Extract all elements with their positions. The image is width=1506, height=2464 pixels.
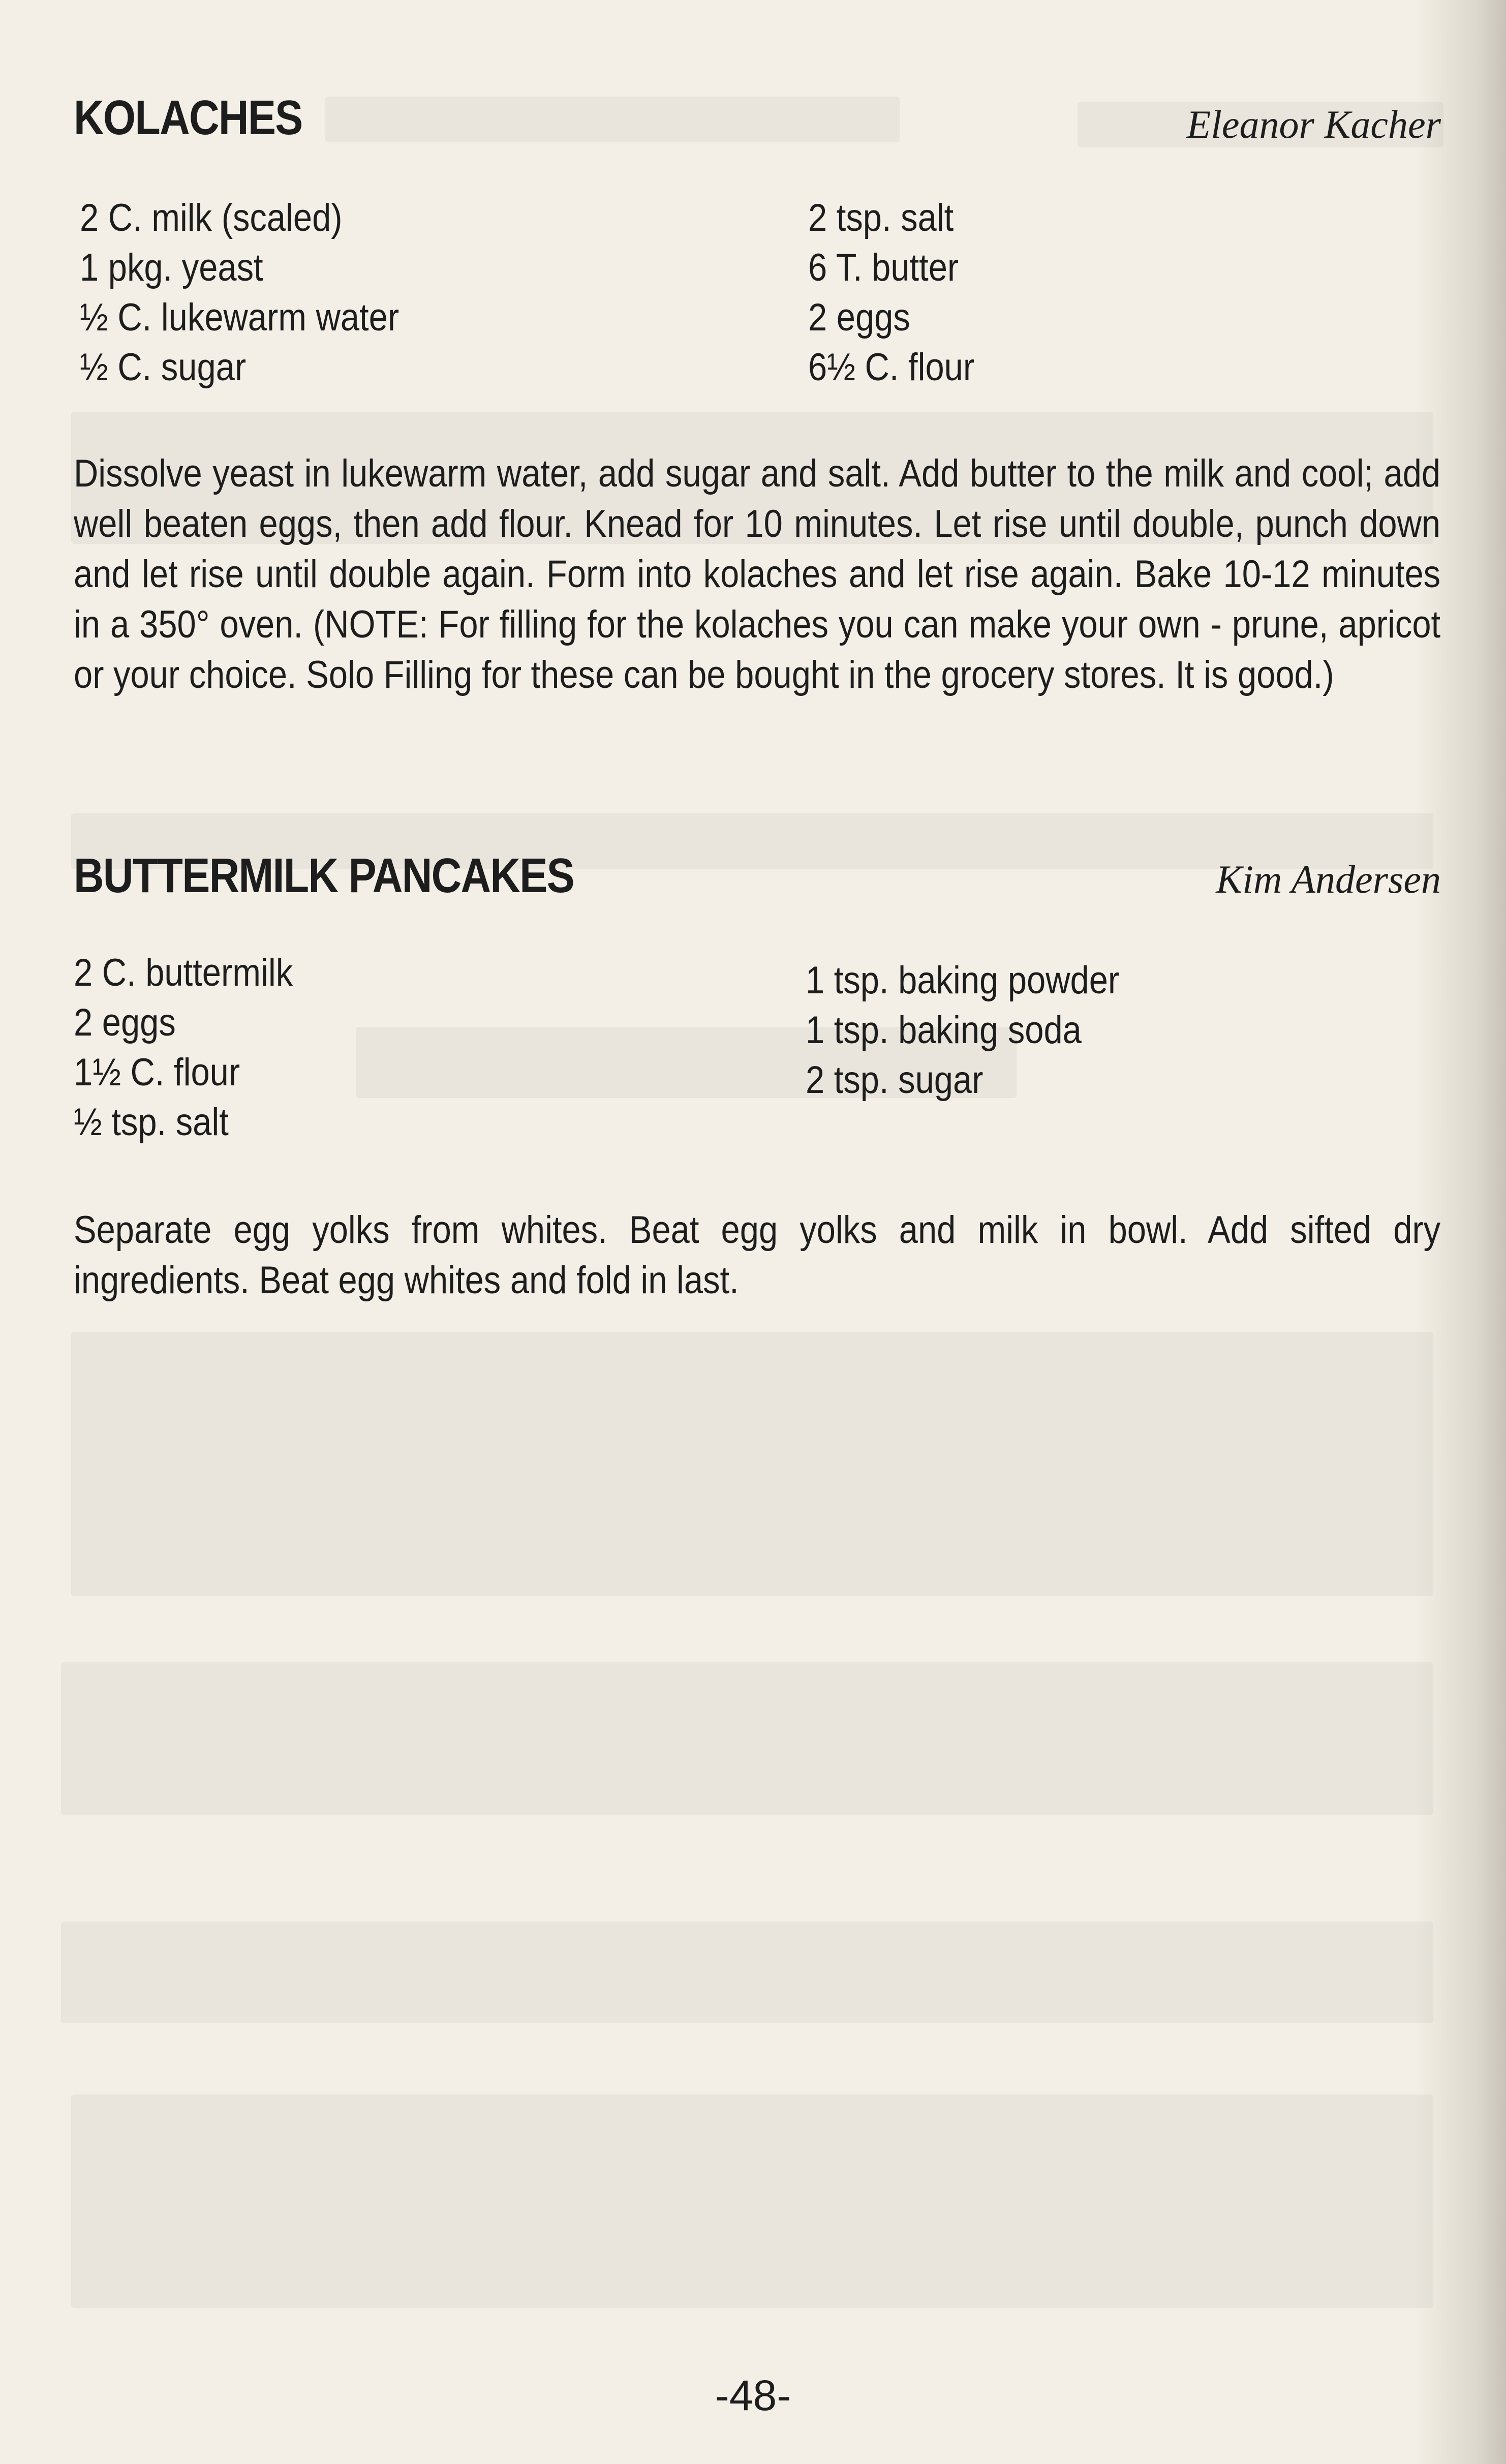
ingredient: 6½ C. flour — [808, 346, 975, 389]
directions-text: Separate egg yolks from whites. Beat egg yolks and milk in bowl. Add sifted dry ingredients. Beat egg whites and fold in last. — [74, 1208, 1441, 1302]
ingredient: 2 eggs — [74, 1001, 176, 1044]
recipe-buttermilk-pancakes — [74, 846, 1441, 1329]
ingredient: 6 T. butter — [808, 246, 959, 289]
ingredient: ½ C. sugar — [80, 346, 247, 389]
ingredient: 2 C. milk (scaled) — [80, 196, 343, 239]
ingredient: 2 C. buttermilk — [74, 951, 293, 994]
recipe-kolaches — [74, 86, 1441, 763]
recipe-title: BUTTERMILK PANCAKES — [74, 848, 574, 903]
ingredient: 1 tsp. baking soda — [806, 1009, 1082, 1052]
ingredient: 2 eggs — [808, 296, 910, 339]
ingredient: 1 tsp. baking powder — [806, 959, 1120, 1002]
ingredients-left — [80, 193, 443, 392]
recipe-directions — [74, 448, 1441, 700]
recipe-author: Eleanor Kacher — [1186, 102, 1441, 146]
ingredient: 2 tsp. salt — [808, 196, 954, 239]
ingredient: ½ C. lukewarm water — [80, 296, 399, 339]
ingredients-left — [74, 948, 323, 1147]
ingredient: 1½ C. flour — [74, 1051, 240, 1094]
ingredients-right — [808, 193, 997, 392]
ingredient: ½ tsp. salt — [74, 1101, 229, 1144]
recipe-title: KOLACHES — [74, 90, 302, 145]
recipe-author: Kim Andersen — [1216, 857, 1441, 901]
page-number: -48- — [715, 2371, 791, 2419]
directions-text: Dissolve yeast in lukewarm water, add sugar and salt. Add butter to the milk and cool; add well beaten eggs, then add flour. Knead for 10 minutes. Let rise until double, punch down and let rise until double again. Form into kolaches and let rise again. Bake 10-12 minutes in a 350° oven. (NOTE: For filling for the kolaches you can make your own - prune, apricot or your choice. Solo Filling for these can be bought in the grocery stores. It is good.) — [74, 452, 1441, 696]
recipe-directions — [74, 1205, 1441, 1305]
ingredients-right — [806, 956, 1162, 1105]
ingredient: 1 pkg. yeast — [80, 246, 263, 289]
ingredient: 2 tsp. sugar — [806, 1058, 983, 1102]
